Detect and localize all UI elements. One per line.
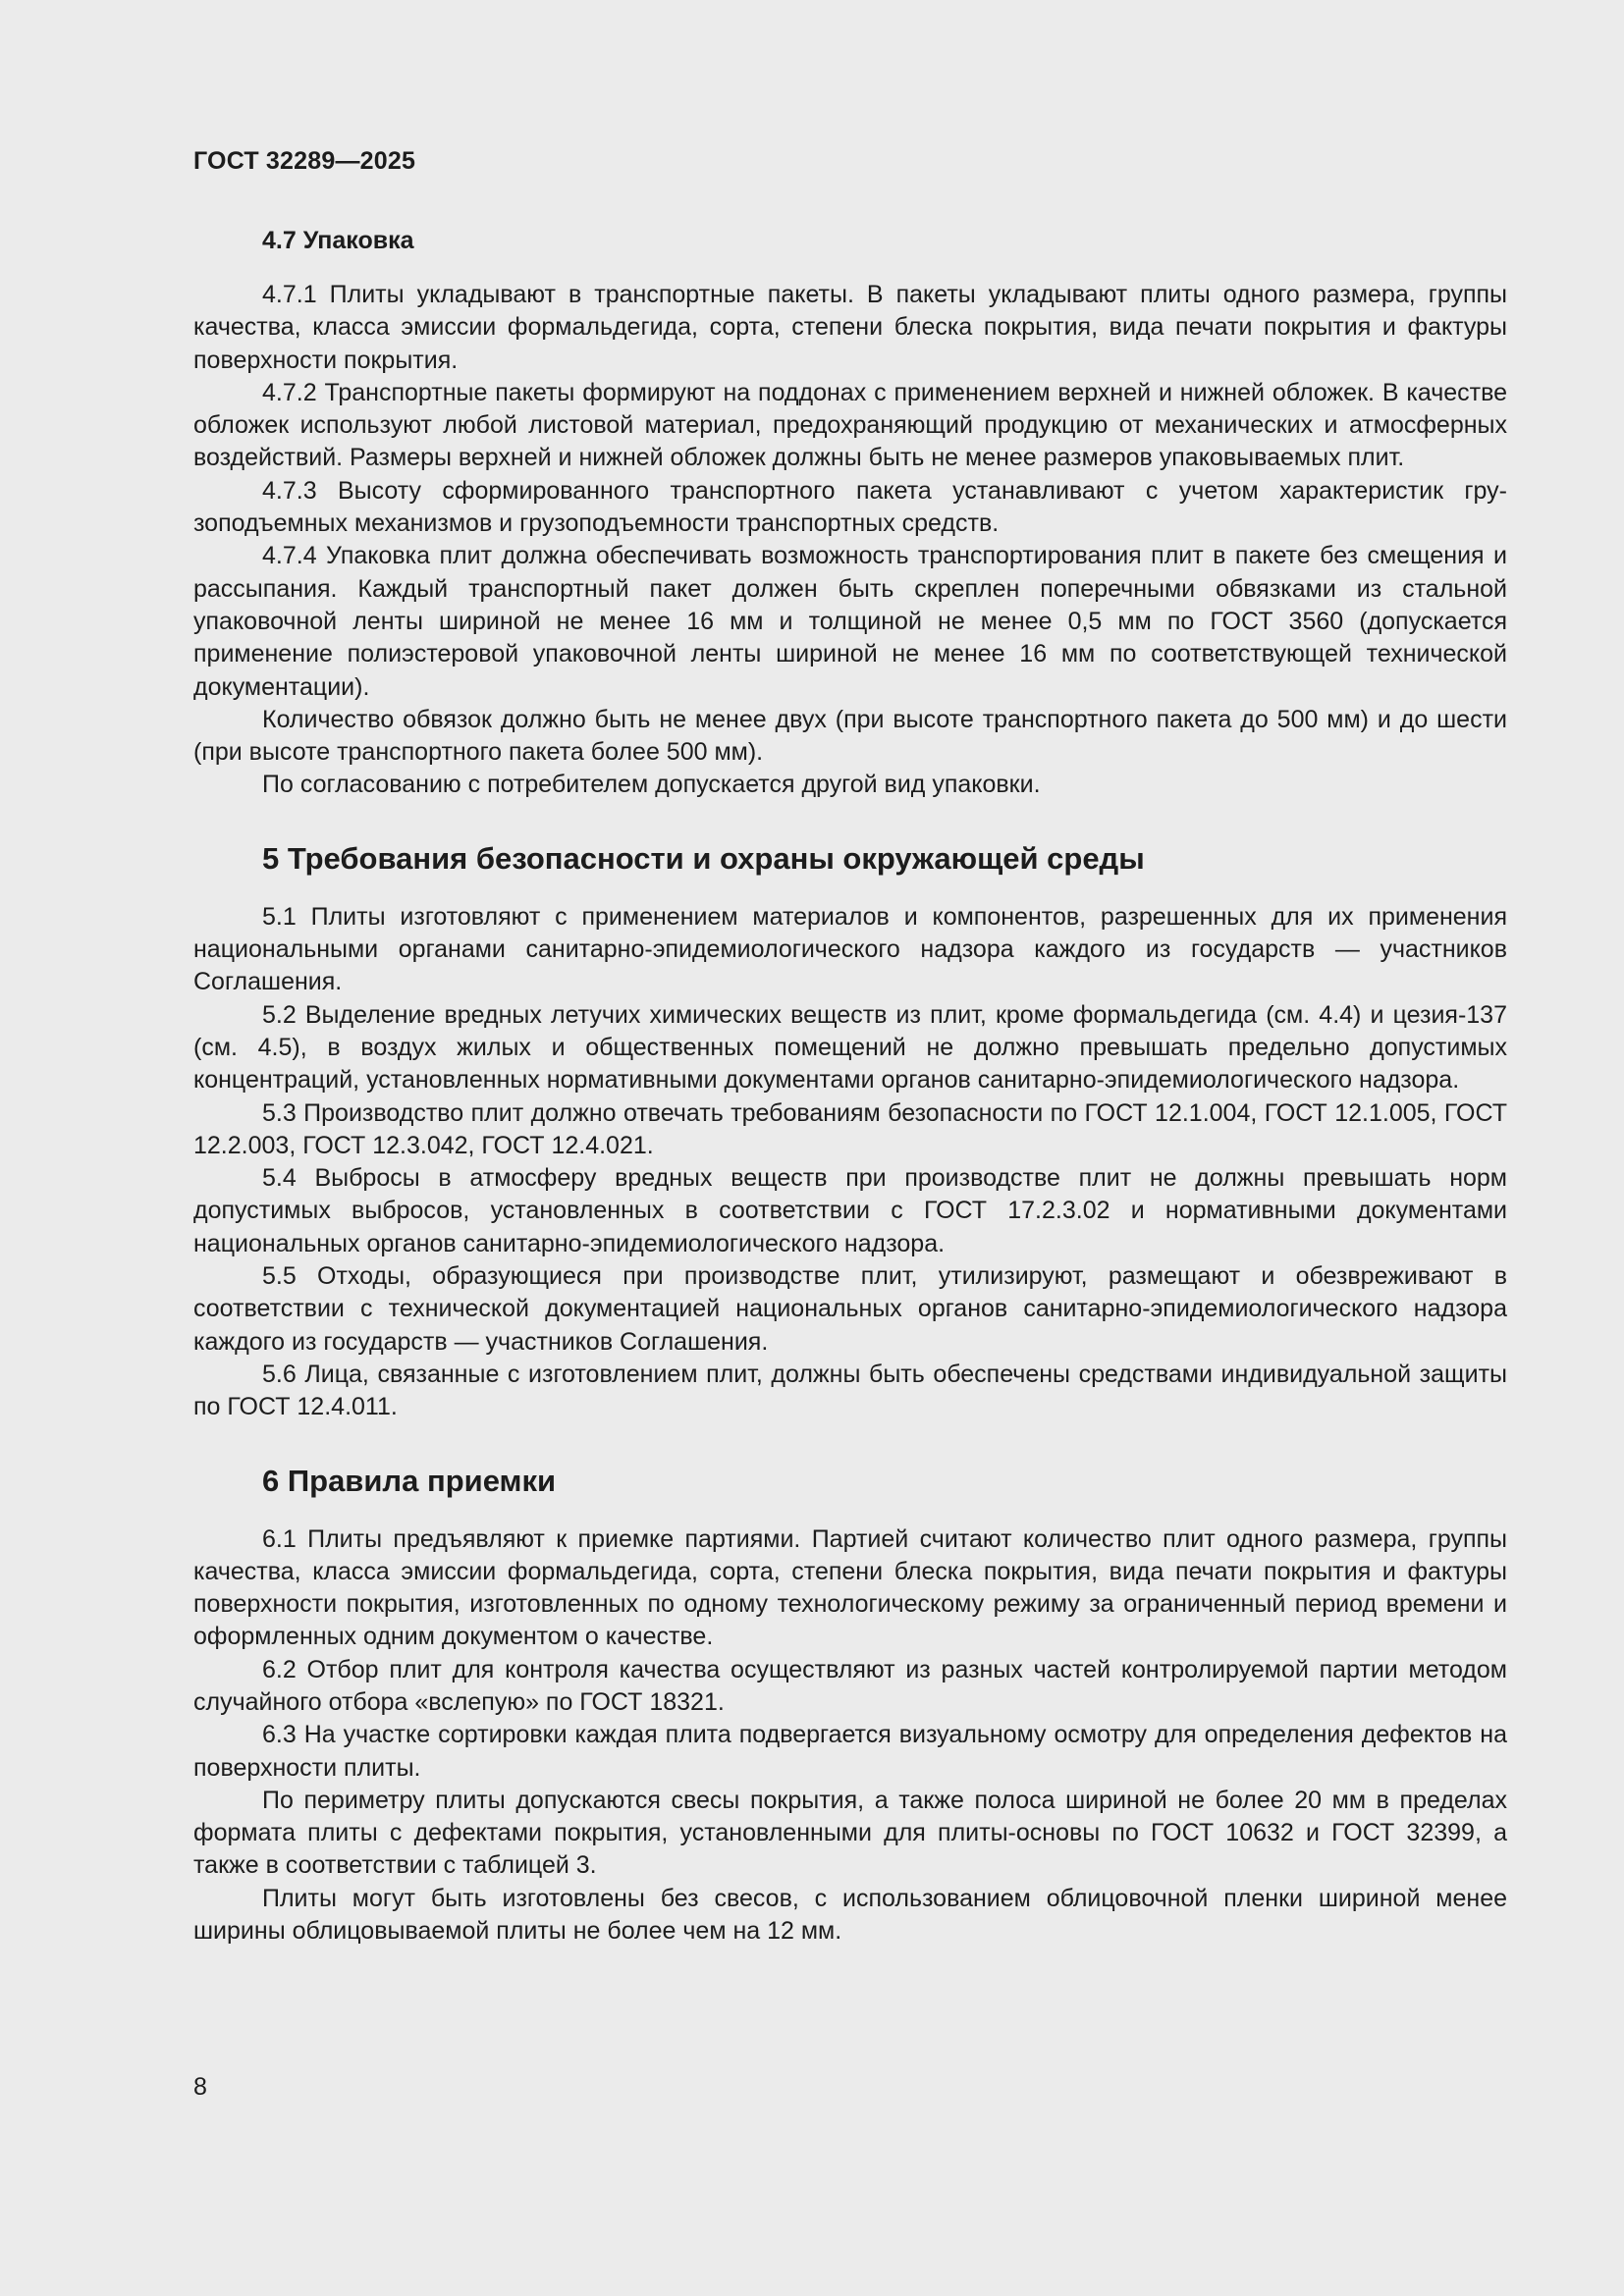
paragraph-4-7-2: 4.7.2 Транспортные пакеты формируют на поддонах с применением верхней и нижней обложек. В качестве обложек используют любой листовой материал, предохраняющий продукцию от механических и атмосферных воздействий. Размеры верхней и нижней обложек должны быть не менее размеров упаковываемых плит. bbox=[193, 378, 1507, 472]
paragraph-6-3-overhang: По периметру плиты допускаются свесы покрытия, а также полоса шириной не более 20 мм в пределах формата плиты с дефектами покрытия, установленными для плиты-основы по ГОСТ 10632 и ГОСТ 32399, а также в соответствии с таблицей 3. bbox=[193, 1786, 1507, 1880]
paragraph-5-1: 5.1 Плиты изготовляют с применением материалов и компонентов, разрешенных для их применения национальными органами санитарно-эпидемиологического надзора каждого из государств — участников Соглашения. bbox=[193, 902, 1507, 996]
page-number: 8 bbox=[193, 2073, 207, 2101]
paragraph-6-3: 6.3 На участке сортировки каждая плита подвергается визуальному осмотру для определения дефектов на поверхности плиты. bbox=[193, 1721, 1507, 1782]
paragraph-4-7-4-other: По согласованию с потребителем допускается другой вид упаковки. bbox=[262, 771, 1041, 799]
section-6 bbox=[193, 1462, 1507, 1949]
paragraph-6-3-no-overhang: Плиты могут быть изготовлены без свесов, с использованием облицовочной пленки шириной менее ширины облицовываемой плиты не более чем на 12 мм. bbox=[193, 1884, 1507, 1946]
paragraph-6-1: 6.1 Плиты предъявляют к приемке партиями. Партией считают количество плит одного размера, группы качества, класса эмиссии формальдегида, сорта, степени блеска покрытия, вида печати покрытия и фактуры поверхности покрытия, изготовленных по одному технологическому режиму за ограниченный период времени и оформленных одним документом о качестве. bbox=[193, 1524, 1507, 1651]
paragraph-5-4: 5.4 Выбросы в атмосферу вредных веществ при производстве плит не должны превышать норм допустимых выбросов, установленных в соответствии с ГОСТ 17.2.3.02 и нормативными документами национальных органов санитарно-эпидемиологического надзора. bbox=[193, 1164, 1507, 1257]
paragraph-5-3: 5.3 Производство плит должно отвечать требованиям безопасности по ГОСТ 12.1.004, ГОСТ 12.1.005, ГОСТ 12.2.003, ГОСТ 12.3.042, ГОСТ 12.4.021. bbox=[193, 1098, 1507, 1159]
paragraph-5-2: 5.2 Выделение вредных летучих химических веществ из плит, кроме формальдегида (см. 4.4) и цезия-137 (см. 4.5), в воздух жилых и общественных помещений не должно превышать предельно допустимых концентраций, установленных нормативными документами органов санитарно-эпидемиологического надзора. bbox=[193, 1000, 1507, 1095]
page-content bbox=[193, 224, 1507, 1948]
document-code-header: ГОСТ 32289—2025 bbox=[193, 147, 416, 175]
paragraph-4-7-1: 4.7.1 Плиты укладывают в транспортные пакеты. В пакеты укладывают плиты одного размера, группы качества, класса эмиссии формальдегида, сорта, степени блеска покрытия, вида печати покрытия и фактуры поверхности покрытия. bbox=[193, 281, 1507, 374]
section-title-6: 6 Правила приемки bbox=[262, 1463, 557, 1498]
paragraph-6-2: 6.2 Отбор плит для контроля качества осуществляют из разных частей контролируемой партии методом случайного отбора «вслепую» по ГОСТ 18321. bbox=[193, 1655, 1507, 1716]
paragraph-4-7-4: 4.7.4 Упаковка плит должна обеспечивать возможность транспортирования плит в пакете без смещения и рассыпания. Каждый транспортный пакет должен быть скреплен поперечными обвязками из стальной упаковочной ленты шириной не менее 16 мм и толщиной не менее 0,5 мм по ГОСТ 3560 (допускается применение полиэстеровой упаковочной ленты шириной не менее 16 мм по соответствующей технической документации). bbox=[193, 542, 1507, 701]
paragraph-5-6: 5.6 Лица, связанные с изготовлением плит, должны быть обеспечены средствами индивидуальной защиты по ГОСТ 12.4.011. bbox=[193, 1360, 1507, 1421]
section-4-7 bbox=[193, 224, 1507, 802]
section-title-4-7: 4.7 Упаковка bbox=[262, 227, 414, 254]
paragraph-5-5: 5.5 Отходы, образующиеся при производстве плит, утилизируют, размещают и обезвреживают в соответствии с технической документацией национальных органов санитарно-эпидемиологического надзора каждого из государств — участников Соглашения. bbox=[193, 1262, 1507, 1356]
paragraph-4-7-4-ties: Количество обвязок должно быть не менее двух (при высоте транспортного пакета до 500 мм) и до шести (при высоте транспортного пакета более 500 мм). bbox=[193, 705, 1507, 767]
paragraph-4-7-3: 4.7.3 Высоту сформированного транспортного пакета устанавливают с учетом характеристик грузоподъемных механизмов и грузоподъемности транспортных средств. bbox=[193, 476, 1507, 538]
section-5 bbox=[193, 839, 1507, 1424]
section-title-5: 5 Требования безопасности и охраны окружающей среды bbox=[262, 840, 1145, 876]
